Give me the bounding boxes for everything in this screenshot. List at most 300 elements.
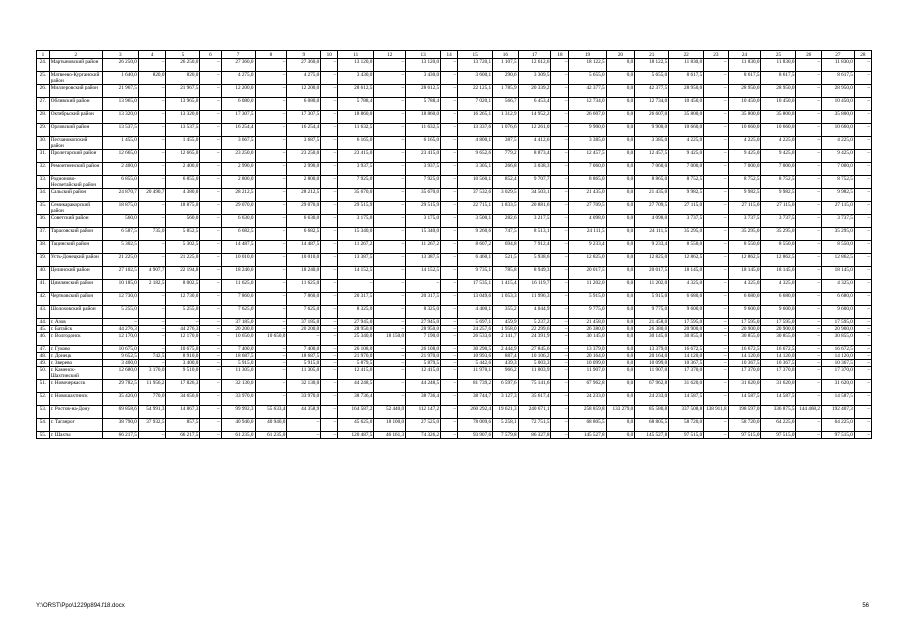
amount-cell: 0,0 (606, 293, 635, 306)
amount-cell: 31 620,0 (761, 380, 796, 393)
amount-cell: 1 785,9 (493, 85, 518, 98)
amount-cell: 54 991,3 (138, 406, 166, 419)
amount-cell: 26 607,0 (569, 111, 606, 124)
amount-cell: 4 325,0 (761, 280, 796, 293)
amount-cell: – (321, 72, 338, 85)
amount-cell: 0,0 (606, 137, 635, 150)
amount-cell: 0,0 (606, 346, 635, 353)
amount-cell: 35 295,0 (821, 228, 854, 241)
amount-cell: 9 600,0 (761, 306, 796, 319)
table-row (37, 293, 872, 306)
amount-cell: 6 460,1 (458, 254, 493, 267)
amount-cell: – (551, 85, 569, 98)
amount-cell: 18 240,0 (221, 267, 255, 280)
table-row (37, 380, 872, 393)
amount-cell: 857,5 (166, 419, 200, 432)
amount-cell: – (321, 215, 338, 228)
row-number-cell: 37. (37, 228, 50, 241)
amount-cell: – (551, 319, 569, 326)
amount-cell: – (255, 267, 287, 280)
amount-cell: – (255, 124, 287, 137)
column-number-cell: 3 (102, 51, 138, 59)
amount-cell: 18 687,5 (287, 353, 321, 360)
amount-cell: 27 525,0 (406, 419, 441, 432)
amount-cell: – (200, 306, 221, 319)
amount-cell: – (704, 150, 728, 163)
amount-cell: 13 379,0 (569, 346, 606, 353)
amount-cell: 20 200,0 (287, 326, 321, 333)
amount-cell: – (551, 280, 569, 293)
amount-cell: 1 107,5 (493, 59, 518, 72)
amount-cell: – (321, 353, 338, 360)
amount-cell: – (441, 319, 458, 326)
amount-cell: – (551, 267, 569, 280)
amount-cell: 4 325,0 (728, 280, 761, 293)
amount-cell: 2 800,0 (221, 176, 255, 189)
amount-cell: 16 254,4 (221, 124, 255, 137)
amount-cell: 0,0 (606, 432, 635, 439)
amount-cell: 0,0 (606, 228, 635, 241)
amount-cell: – (441, 241, 458, 254)
amount-cell: 7 860,0 (221, 293, 255, 306)
amount-cell: 14 120,0 (669, 353, 704, 360)
amount-cell: – (551, 163, 569, 176)
amount-cell: – (321, 419, 338, 432)
amount-cell: – (441, 72, 458, 85)
amount-cell: – (704, 293, 728, 306)
district-name-cell: Тацинский район (49, 241, 102, 254)
amount-cell: 64 225,0 (821, 419, 854, 432)
amount-cell: – (854, 163, 871, 176)
amount-cell: – (321, 319, 338, 326)
amount-cell: 3 385,0 (569, 137, 606, 150)
column-number-cell: 17 (518, 51, 551, 59)
amount-cell: 192 407,3 (821, 406, 854, 419)
amount-cell: – (796, 267, 821, 280)
amount-cell: 33 970,0 (287, 393, 321, 406)
amount-cell: 3 029,5 (493, 189, 518, 202)
amount-cell: 16 672,5 (761, 346, 796, 353)
amount-cell: – (321, 306, 338, 319)
amount-cell: – (854, 393, 871, 406)
amount-cell: – (551, 72, 569, 85)
amount-cell: 12 730,0 (166, 293, 200, 306)
amount-cell: 785,8 (493, 267, 518, 280)
amount-cell: 30 855,0 (821, 333, 854, 346)
amount-cell: 8 910,0 (166, 353, 200, 360)
amount-cell: 14 120,0 (821, 353, 854, 360)
amount-cell: 37 532,6 (458, 189, 493, 202)
amount-cell: – (255, 280, 287, 293)
amount-cell: – (441, 176, 458, 189)
amount-cell: – (854, 137, 871, 150)
amount-cell: 14 152,5 (406, 267, 441, 280)
amount-cell: 6 680,0 (821, 293, 854, 306)
amount-cell: – (854, 98, 871, 111)
amount-cell: – (441, 333, 458, 346)
amount-cell: 7 020,1 (458, 98, 493, 111)
amount-cell: – (441, 406, 458, 419)
amount-cell: 7 060,0 (635, 163, 669, 176)
amount-cell: – (551, 346, 569, 353)
amount-cell: 6 630,0 (221, 215, 255, 228)
amount-cell: 6 587,5 (102, 228, 138, 241)
amount-cell: 2 400,0 (102, 163, 138, 176)
district-name-cell: Семикаракорский район (49, 202, 102, 215)
amount-cell: 26 607,0 (635, 111, 669, 124)
amount-cell: – (255, 326, 287, 333)
amount-cell: – (854, 189, 871, 202)
amount-cell: – (138, 202, 166, 215)
amount-cell: 23 250,0 (221, 150, 255, 163)
amount-cell: 7 400,0 (287, 346, 321, 353)
amount-cell: 10 660,0 (728, 124, 761, 137)
amount-cell: – (854, 280, 871, 293)
amount-cell: 27 115,0 (728, 202, 761, 215)
amount-cell: – (138, 215, 166, 228)
amount-cell: 28 950,0 (338, 326, 374, 333)
amount-cell: 240 671,1 (518, 406, 551, 419)
amount-cell: 5 915,0 (569, 293, 606, 306)
amount-cell: – (200, 367, 221, 380)
row-number-cell: 45. (37, 326, 50, 333)
amount-cell: – (551, 202, 569, 215)
amount-cell: 75 141,6 (518, 380, 551, 393)
amount-cell: 31 620,0 (669, 380, 704, 393)
amount-cell: 4 275,0 (221, 72, 255, 85)
amount-cell: 6 165,0 (338, 137, 374, 150)
district-name-cell: Матвеево-Курганский район (49, 72, 102, 85)
amount-cell: – (321, 380, 338, 393)
amount-cell: 16 672,5 (728, 346, 761, 353)
amount-cell: 6 080,0 (287, 98, 321, 111)
amount-cell: 144 468,2 (796, 406, 821, 419)
amount-cell: 887,4 (493, 353, 518, 360)
amount-cell: 55 633,4 (255, 406, 287, 419)
amount-cell: 4 098,0 (635, 215, 669, 228)
amount-cell: – (704, 189, 728, 202)
amount-cell: 4 907,7 (138, 267, 166, 280)
table-row (37, 353, 872, 360)
amount-cell: 0,0 (606, 280, 635, 293)
amount-cell: 27 709,5 (569, 202, 606, 215)
amount-cell: 11 956,2 (138, 380, 166, 393)
amount-cell: – (796, 176, 821, 189)
amount-cell: 10 099,0 (635, 360, 669, 367)
amount-cell: 7 860,0 (287, 293, 321, 306)
amount-cell: 26 380,0 (569, 326, 606, 333)
amount-cell: 99 992,3 (221, 406, 255, 419)
column-number-cell: 7 (221, 51, 255, 59)
amount-cell: 820,0 (166, 72, 200, 85)
amount-cell: 32 130,0 (221, 380, 255, 393)
amount-cell: – (796, 393, 821, 406)
amount-cell: 3 737,5 (821, 215, 854, 228)
amount-cell: – (200, 326, 221, 333)
amount-cell: – (796, 306, 821, 319)
amount-cell: – (374, 393, 406, 406)
table-row (37, 267, 872, 280)
row-number-cell: 39. (37, 254, 50, 267)
amount-cell: – (704, 306, 728, 319)
amount-cell: – (704, 380, 728, 393)
amount-cell: – (704, 353, 728, 360)
amount-cell: 97 515,0 (821, 432, 854, 439)
amount-cell: 2 990,0 (221, 163, 255, 176)
column-number-cell: 25 (761, 51, 796, 59)
amount-cell: – (796, 98, 821, 111)
row-number-cell: 53. (37, 406, 50, 419)
amount-cell: – (200, 333, 221, 346)
amount-cell: – (551, 228, 569, 241)
amount-cell: 9 982,5 (761, 189, 796, 202)
amount-cell: – (138, 163, 166, 176)
amount-cell: – (200, 353, 221, 360)
amount-cell: – (854, 293, 871, 306)
amount-cell: 9 900,0 (635, 124, 669, 137)
amount-cell: 11 830,0 (821, 59, 854, 72)
amount-cell: 21 967,5 (102, 85, 138, 98)
amount-cell: 10 650,0 (255, 333, 287, 346)
amount-cell: – (321, 85, 338, 98)
amount-cell: 27 115,0 (821, 202, 854, 215)
amount-cell: 13 537,5 (102, 124, 138, 137)
amount-cell: – (321, 360, 338, 367)
amount-cell: 16 265,1 (458, 111, 493, 124)
amount-cell: – (551, 353, 569, 360)
amount-cell: 336 875,5 (761, 406, 796, 419)
amount-cell: – (200, 419, 221, 432)
amount-cell: 20 900,0 (728, 326, 761, 333)
amount-cell: – (287, 432, 321, 439)
amount-cell: 7 000,0 (669, 163, 704, 176)
amount-cell: 12 415,0 (406, 367, 441, 380)
amount-cell: 22 194,8 (166, 267, 200, 280)
amount-cell: 5 938,6 (518, 254, 551, 267)
amount-cell: 37 185,0 (287, 319, 321, 326)
amount-cell: – (551, 111, 569, 124)
amount-cell: 8 550,0 (761, 241, 796, 254)
column-number-cell: 2 (49, 51, 102, 59)
amount-cell: – (796, 346, 821, 353)
column-number-cell: 1 (37, 51, 50, 59)
amount-cell: 0,0 (606, 189, 635, 202)
row-number-cell: 35. (37, 202, 50, 215)
amount-cell: – (138, 326, 166, 333)
amount-cell: 1 958,0 (493, 326, 518, 333)
amount-cell: 13 387,5 (406, 254, 441, 267)
amount-cell: – (321, 326, 338, 333)
amount-cell: 31 620,0 (728, 380, 761, 393)
amount-cell: 29 515,9 (338, 202, 374, 215)
amount-cell: – (854, 241, 871, 254)
amount-cell: – (255, 254, 287, 267)
amount-cell: 42 377,5 (569, 85, 606, 98)
amount-cell: 14 487,5 (221, 241, 255, 254)
amount-cell: 966,2 (493, 367, 518, 380)
amount-cell: 20 881,6 (518, 202, 551, 215)
district-name-cell: г. Новочеркасск (49, 380, 102, 393)
amount-cell: 27 102,5 (102, 267, 138, 280)
amount-cell: – (854, 380, 871, 393)
amount-cell: – (200, 267, 221, 280)
amount-cell: 11 202,0 (635, 280, 669, 293)
amount-cell: – (321, 432, 338, 439)
amount-cell: – (321, 59, 338, 72)
amount-cell: 3 737,5 (728, 215, 761, 228)
amount-cell: – (374, 353, 406, 360)
amount-cell: – (138, 254, 166, 267)
amount-cell: 1 833,5 (493, 202, 518, 215)
amount-cell: – (255, 293, 287, 306)
amount-cell: – (200, 406, 221, 419)
amount-cell: – (441, 202, 458, 215)
amount-cell: – (255, 215, 287, 228)
amount-cell: – (200, 98, 221, 111)
amount-cell: 24 233,0 (635, 393, 669, 406)
column-number-cell: 9 (287, 51, 321, 59)
amount-cell: – (138, 319, 166, 326)
amount-cell: – (255, 202, 287, 215)
row-number-cell: 46. (37, 333, 50, 346)
amount-cell: 8 865,0 (635, 176, 669, 189)
amount-cell: 560,0 (166, 215, 200, 228)
amount-cell: – (200, 124, 221, 137)
amount-cell: – (138, 59, 166, 72)
row-number-cell: 44. (37, 319, 50, 326)
amount-cell: 9 425,0 (669, 150, 704, 163)
amount-cell: 21 435,0 (635, 189, 669, 202)
amount-cell: 3 305,1 (458, 163, 493, 176)
amount-cell: – (374, 293, 406, 306)
amount-cell: 0,0 (606, 72, 635, 85)
amount-cell: – (441, 326, 458, 333)
amount-cell: 21 970,0 (406, 353, 441, 360)
amount-cell: 11 830,0 (728, 59, 761, 72)
amount-cell: – (854, 333, 871, 346)
amount-cell: – (704, 419, 728, 432)
amount-cell: – (255, 367, 287, 380)
amount-cell: 6 630,0 (287, 215, 321, 228)
amount-cell: 12 170,0 (102, 333, 138, 346)
amount-cell: 337 508,8 (669, 406, 704, 419)
amount-cell: 13 049,6 (458, 293, 493, 306)
amount-cell: 258 859,8 (569, 406, 606, 419)
amount-cell: 13 320,0 (102, 111, 138, 124)
amount-cell: 35 295,0 (728, 228, 761, 241)
amount-cell: 8 752,5 (669, 176, 704, 189)
amount-cell: – (551, 215, 569, 228)
amount-cell: 78 009,6 (458, 419, 493, 432)
amount-cell: 8 325,0 (406, 306, 441, 319)
amount-cell: – (796, 163, 821, 176)
amount-cell: 28 612,5 (338, 85, 374, 98)
amount-cell: – (138, 150, 166, 163)
amount-cell: 4 044,9 (518, 306, 551, 319)
amount-cell: – (704, 346, 728, 353)
amount-cell: – (441, 124, 458, 137)
amount-cell: – (200, 72, 221, 85)
amount-cell: – (551, 254, 569, 267)
amount-cell: – (704, 241, 728, 254)
amount-cell: 9 600,0 (669, 306, 704, 319)
amount-cell: – (255, 346, 287, 353)
amount-cell: 6 680,0 (728, 293, 761, 306)
amount-cell: 72 751,5 (518, 419, 551, 432)
amount-cell: – (321, 267, 338, 280)
district-name-cell: г. Таганрог (49, 419, 102, 432)
amount-cell: 8 550,0 (821, 241, 854, 254)
amount-cell: 11 996,3 (518, 293, 551, 306)
amount-cell: – (441, 98, 458, 111)
budget-table (36, 50, 872, 439)
amount-cell: 3 600,1 (458, 72, 493, 85)
amount-cell: 16 254,4 (287, 124, 321, 137)
amount-cell: 24 111,5 (569, 228, 606, 241)
amount-cell: 0,0 (606, 319, 635, 326)
amount-cell: – (854, 176, 871, 189)
amount-cell: 3 430,0 (338, 72, 374, 85)
amount-cell: 17 370,0 (669, 367, 704, 380)
column-number-cell: 5 (166, 51, 200, 59)
row-number-cell: 36. (37, 215, 50, 228)
amount-cell: 742,5 (138, 353, 166, 360)
amount-cell: 66 217,5 (102, 432, 138, 439)
table-row (37, 202, 872, 215)
amount-cell: 44 276,3 (102, 326, 138, 333)
column-number-cell: 21 (635, 51, 669, 59)
district-name-cell: г. Шахты (49, 432, 102, 439)
amount-cell: – (200, 111, 221, 124)
amount-cell: 0,0 (606, 59, 635, 72)
amount-cell: 8 550,0 (728, 241, 761, 254)
amount-cell: 4 400,1 (458, 306, 493, 319)
amount-cell: – (796, 254, 821, 267)
amount-cell: 11 830,0 (669, 59, 704, 72)
amount-cell: – (200, 137, 221, 150)
amount-cell: – (854, 228, 871, 241)
amount-cell: – (704, 432, 728, 439)
amount-cell: 2 141,7 (493, 333, 518, 346)
amount-cell: 8 325,0 (338, 306, 374, 319)
amount-cell: 7 579,8 (493, 432, 518, 439)
amount-cell: 1 455,0 (102, 137, 138, 150)
amount-cell: 24 257,6 (458, 326, 493, 333)
amount-cell: – (321, 163, 338, 176)
amount-cell: – (551, 176, 569, 189)
amount-cell: – (138, 111, 166, 124)
row-number-cell: 31. (37, 150, 50, 163)
amount-cell: 8 002,5 (166, 280, 200, 293)
amount-cell: 20 317,5 (406, 293, 441, 306)
amount-cell: 40 940,0 (255, 419, 287, 432)
amount-cell: 9 707,7 (518, 176, 551, 189)
amount-cell: 23 415,0 (406, 150, 441, 163)
amount-cell: – (200, 202, 221, 215)
amount-cell: – (374, 176, 406, 189)
amount-cell: – (374, 189, 406, 202)
amount-cell: 6 682,5 (221, 228, 255, 241)
amount-cell: 3 430,0 (406, 72, 441, 85)
amount-cell: 4 225,0 (821, 137, 854, 150)
district-name-cell: Цимлянский район (49, 280, 102, 293)
amount-cell: 13 120,0 (406, 59, 441, 72)
table-row (37, 367, 872, 380)
table-row (37, 432, 872, 439)
column-number-cell: 28 (854, 51, 871, 59)
amount-cell: 31 620,0 (821, 380, 854, 393)
amount-cell: – (704, 326, 728, 333)
